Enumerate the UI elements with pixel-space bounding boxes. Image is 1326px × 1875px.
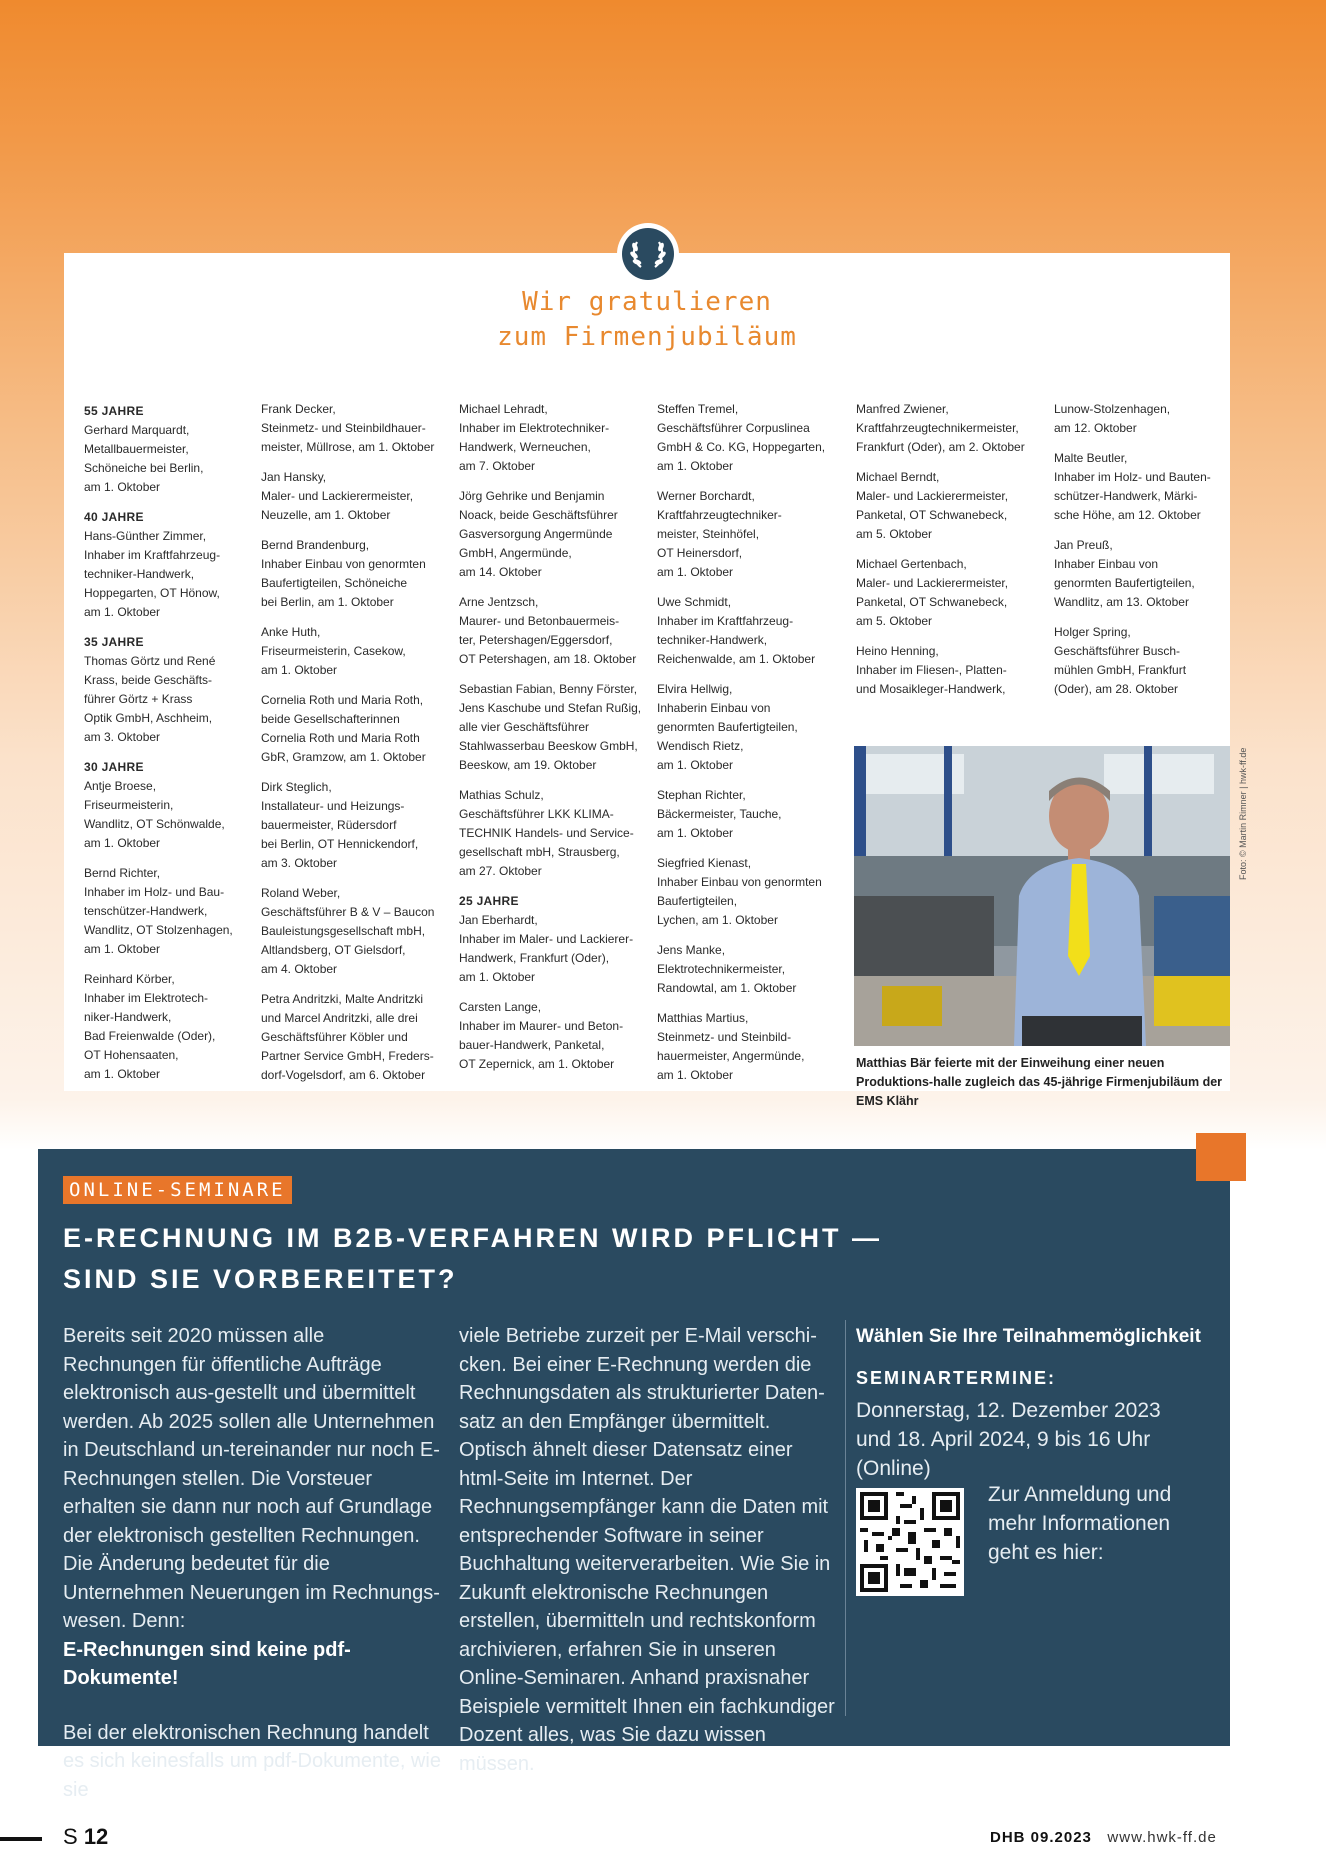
jubilee-entry: Heino Henning, Inhaber im Fliesen-, Platten- und Mosaikleger-Handwerk, xyxy=(856,644,1007,696)
jubilee-heading xyxy=(300,285,994,355)
jubilee-entry: Gerhard Marquardt, Metallbauermeister, Schöneiche bei Berlin, am 1. Oktober xyxy=(84,423,204,494)
photo-credit: Foto: © Martin Rimner | hwk-ff.de xyxy=(1238,747,1248,880)
jubilee-entry: Mathias Schulz, Geschäftsführer LKK KLIMA- TECHNIK Handels- und Service- gesellschaft mbH, Strausberg, am 27. Oktober xyxy=(459,788,634,878)
page-number-value: 12 xyxy=(83,1824,109,1849)
anniversary-group-heading: 30 JAHRE xyxy=(84,760,144,774)
heading-line-1: Wir gratulieren xyxy=(522,287,772,317)
jubilee-entry: Holger Spring, Geschäftsführer Busch- mühlen GmbH, Frankfurt (Oder), am 28. Oktober xyxy=(1054,625,1187,696)
jubilee-entry: Manfred Zwiener, Kraftfahrzeugtechnikermeister, Frankfurt (Oder), am 2. Oktober xyxy=(856,402,1025,454)
anniversary-group-heading: 35 JAHRE xyxy=(84,635,144,649)
seminar-title-line-2: SIND SIE VORBEREITET? xyxy=(63,1264,458,1294)
footer-right xyxy=(990,1829,1217,1846)
jubilee-entry: Siegfried Kienast, Inhaber Einbau von genormten Baufertigteilen, Lychen, am 1. Oktober xyxy=(657,856,822,927)
footer-rule xyxy=(0,1837,42,1841)
jubilee-entry: Arne Jentzsch, Maurer- und Betonbauermeis- ter, Petershagen/Eggersdorf, OT Petershagen, am 18. Oktober xyxy=(459,595,637,666)
seminar-tag: ONLINE-SEMINARE xyxy=(63,1176,292,1204)
participation-heading: Wählen Sie Ihre Teilnahmemöglichkeit xyxy=(856,1326,1201,1347)
page-number xyxy=(63,1824,108,1850)
jubilee-entry: Michael Berndt, Maler- und Lackierermeister, Panketal, OT Schwanebeck, am 5. Oktober xyxy=(856,470,1009,541)
jubilee-entry: Dirk Steglich, Installateur- und Heizungs- bauermeister, Rüdersdorf bei Berlin, OT Hennickendorf, am 3. Oktober xyxy=(261,780,419,870)
jubilee-entry: Malte Beutler, Inhaber im Holz- und Bauten- schützer-Handwerk, Märki- sche Höhe, am 12. Oktober xyxy=(1054,451,1211,522)
jubilee-entry: Lunow-Stolzenhagen, am 12. Oktober xyxy=(1054,402,1171,435)
jubilee-entry: Sebastian Fabian, Benny Förster, Jens Kaschube und Stefan Rußig, alle vier Geschäftsführer Stahlwasserbau Beeskow GmbH, Beeskow, am 19. Oktober xyxy=(459,682,642,772)
seminar-dates: Donnerstag, 12. Dezember 2023 und 18. April 2024, 9 bis 16 Uhr (Online) xyxy=(856,1399,1161,1480)
column-3 xyxy=(459,400,649,1085)
jubilee-entry: Uwe Schmidt, Inhaber im Kraftfahrzeug- techniker-Handwerk, Reichenwalde, am 1. Oktober xyxy=(657,595,816,666)
jubilee-entry: Steffen Tremel, Geschäftsführer Corpuslinea GmbH & Co. KG, Hoppegarten, am 1. Oktober xyxy=(657,402,826,473)
column-5 xyxy=(856,400,1046,710)
seminar-bold-statement: E-Rechnungen sind keine pdf-Dokumente! xyxy=(63,1638,351,1689)
page-prefix: S xyxy=(63,1824,78,1849)
seminar-text-col-1 xyxy=(63,1322,443,1804)
jubilee-entry: Carsten Lange, Inhaber im Maurer- und Beton- bauer-Handwerk, Panketal, OT Zepernick, am 1. Oktober xyxy=(459,1000,624,1071)
jubilee-entry: Jan Eberhardt, Inhaber im Maler- und Lackierer- Handwerk, Frankfurt (Oder), am 1. Oktober xyxy=(459,913,634,984)
seminar-dates-label: SEMINARTERMINE: xyxy=(856,1368,1056,1388)
seminar-paragraph-2: Bei der elektronischen Rechnung handelt es sich keinesfalls um pdf-Dokumente, wie sie xyxy=(63,1721,441,1801)
jubilee-entry: Michael Gertenbach, Maler- und Lackierermeister, Panketal, OT Schwanebeck, am 5. Oktober xyxy=(856,557,1009,628)
column-4 xyxy=(657,400,847,1096)
seminar-text-col-2: viele Betriebe zurzeit per E-Mail verschi-cken. Bei einer E-Rechnung werden die Rechnungsdaten als strukturierter Daten-satz an den Empfänger übermittelt. Optisch ähnelt dieser Datensatz einer html-Seite im Internet. Der Rechnungsempfänger kann die Daten mit entsprechender Software in seiner Buchhaltung weiterverarbeiten. Wie Sie in Zukunft elektronische Rechnungen erstellen, übermitteln und rechtskonform archivieren, erfahren Sie in unseren Online-Seminaren. Anhand praxisnaher Beispiele vermittelt Ihnen ein fachkundiger Dozent alles, was Sie dazu wissen müssen. xyxy=(459,1325,835,1775)
qr-description: Zur Anmeldung und mehr Informationen geht es hier: xyxy=(988,1483,1172,1564)
jubilee-entry: Michael Lehradt, Inhaber im Elektrotechniker- Handwerk, Werneuchen, am 7. Oktober xyxy=(459,402,610,473)
jubilee-entry: Jan Preuß, Inhaber Einbau von genormten Baufertigteilen, Wandlitz, am 13. Oktober xyxy=(1054,538,1195,609)
seminar-title-line-1: E-RECHNUNG IM B2B-VERFAHREN WIRD PFLICHT — xyxy=(63,1223,882,1253)
laurel-icon xyxy=(621,227,675,281)
column-2 xyxy=(261,400,451,1096)
corner-accent xyxy=(1196,1133,1246,1181)
jubilee-entry: Hans-Günther Zimmer, Inhaber im Kraftfahrzeug- techniker-Handwerk, Hoppegarten, OT Hönow, am 1. Oktober xyxy=(84,529,221,619)
laurel-badge xyxy=(617,223,679,285)
jubilee-entry: Jörg Gehrike und Benjamin Noack, beide Geschäftsführer Gasversorgung Angermünde GmbH, Angermünde, am 14. Oktober xyxy=(459,489,618,579)
heading-line-2: zum Firmenjubiläum xyxy=(497,322,797,352)
workshop-photo xyxy=(854,746,1230,1046)
jubilee-entry: Antje Broese, Friseurmeisterin, Wandlitz, OT Schönwalde, am 1. Oktober xyxy=(84,779,225,850)
jubilee-entry: Roland Weber, Geschäftsführer B & V – Baucon Bauleistungsgesellschaft mbH, Altlandsberg, OT Gielsdorf, am 4. Oktober xyxy=(261,886,435,976)
jubilee-entry: Cornelia Roth und Maria Roth, beide Gesellschafterinnen Cornelia Roth und Maria Roth GbR, Gramzow, am 1. Oktober xyxy=(261,693,426,764)
jubilee-entry: Matthias Martius, Steinmetz- und Steinbild- hauermeister, Angermünde, am 1. Oktober xyxy=(657,1011,805,1082)
jubilee-entry: Jan Hansky, Maler- und Lackierermeister, Neuzelle, am 1. Oktober xyxy=(261,470,414,522)
column-1 xyxy=(84,400,274,1095)
jubilee-entry: Werner Borchardt, Kraftfahrzeugtechniker- meister, Steinhöfel, OT Heinersdorf, am 1. Oktober xyxy=(657,489,782,579)
qr-code[interactable] xyxy=(856,1488,964,1596)
jubilee-entry: Jens Manke, Elektrotechnikermeister, Randowtal, am 1. Oktober xyxy=(657,943,797,995)
jubilee-entry: Frank Decker, Steinmetz- und Steinbildhauer- meister, Müllrose, am 1. Oktober xyxy=(261,402,435,454)
anniversary-group-heading: 40 JAHRE xyxy=(84,510,144,524)
photo-caption: Matthias Bär feierte mit der Einweihung einer neuen Produktions-halle zugleich das 45-jährige Firmenjubiläum der EMS Klähr xyxy=(856,1056,1223,1108)
website-link[interactable]: www.hwk-ff.de xyxy=(1107,1829,1217,1846)
jubilee-entry: Stephan Richter, Bäckermeister, Tauche, am 1. Oktober xyxy=(657,788,782,840)
seminar-title xyxy=(63,1218,963,1300)
anniversary-group-heading: 55 JAHRE xyxy=(84,404,144,418)
jubilee-entry: Bernd Brandenburg, Inhaber Einbau von genormten Baufertigteilen, Schöneiche bei Berlin, am 1. Oktober xyxy=(261,538,426,609)
jubilee-entry: Petra Andritzki, Malte Andritzki und Marcel Andritzki, alle drei Geschäftsführer Köbler und Partner Service GmbH, Freders- dorf-Vogelsdorf, am 6. Oktober xyxy=(261,992,434,1082)
qr-code-icon xyxy=(856,1488,964,1596)
issue-label: DHB 09.2023 xyxy=(990,1829,1092,1846)
column-divider xyxy=(845,1320,846,1716)
jubilee-entry: Reinhard Körber, Inhaber im Elektrotech- niker-Handwerk, Bad Freienwalde (Oder), OT Hohensaaten, am 1. Oktober xyxy=(84,972,216,1081)
column-6 xyxy=(1054,400,1224,710)
jubilee-entry: Elvira Hellwig, Inhaberin Einbau von genormten Baufertigteilen, Wendisch Rietz, am 1. Oktober xyxy=(657,682,798,772)
jubilee-entry: Anke Huth, Friseurmeisterin, Casekow, am 1. Oktober xyxy=(261,625,406,677)
seminar-paragraph-1: Bereits seit 2020 müssen alle Rechnungen für öffentliche Aufträge elektronisch aus-gestellt und übermittelt werden. Ab 2025 sollen alle Unternehmen in Deutschland un-tereinander nur noch E-Rechnungen stellen. Die Vorsteuer erhalten sie dann nur noch auf Grundlage der elektronisch gestellten Rechnungen. Die Änderung bedeutet für die Unternehmen Neuerungen im Rechnungs-wesen. Denn: xyxy=(63,1325,440,1632)
jubilee-entry: Thomas Görtz und René Krass, beide Geschäfts- führer Görtz + Krass Optik GmbH, Aschheim, am 3. Oktober xyxy=(84,654,216,744)
anniversary-group-heading: 25 JAHRE xyxy=(459,894,519,908)
jubilee-entry: Bernd Richter, Inhaber im Holz- und Bau- tenschützer-Handwerk, Wandlitz, OT Stolzenhagen, am 1. Oktober xyxy=(84,866,233,956)
